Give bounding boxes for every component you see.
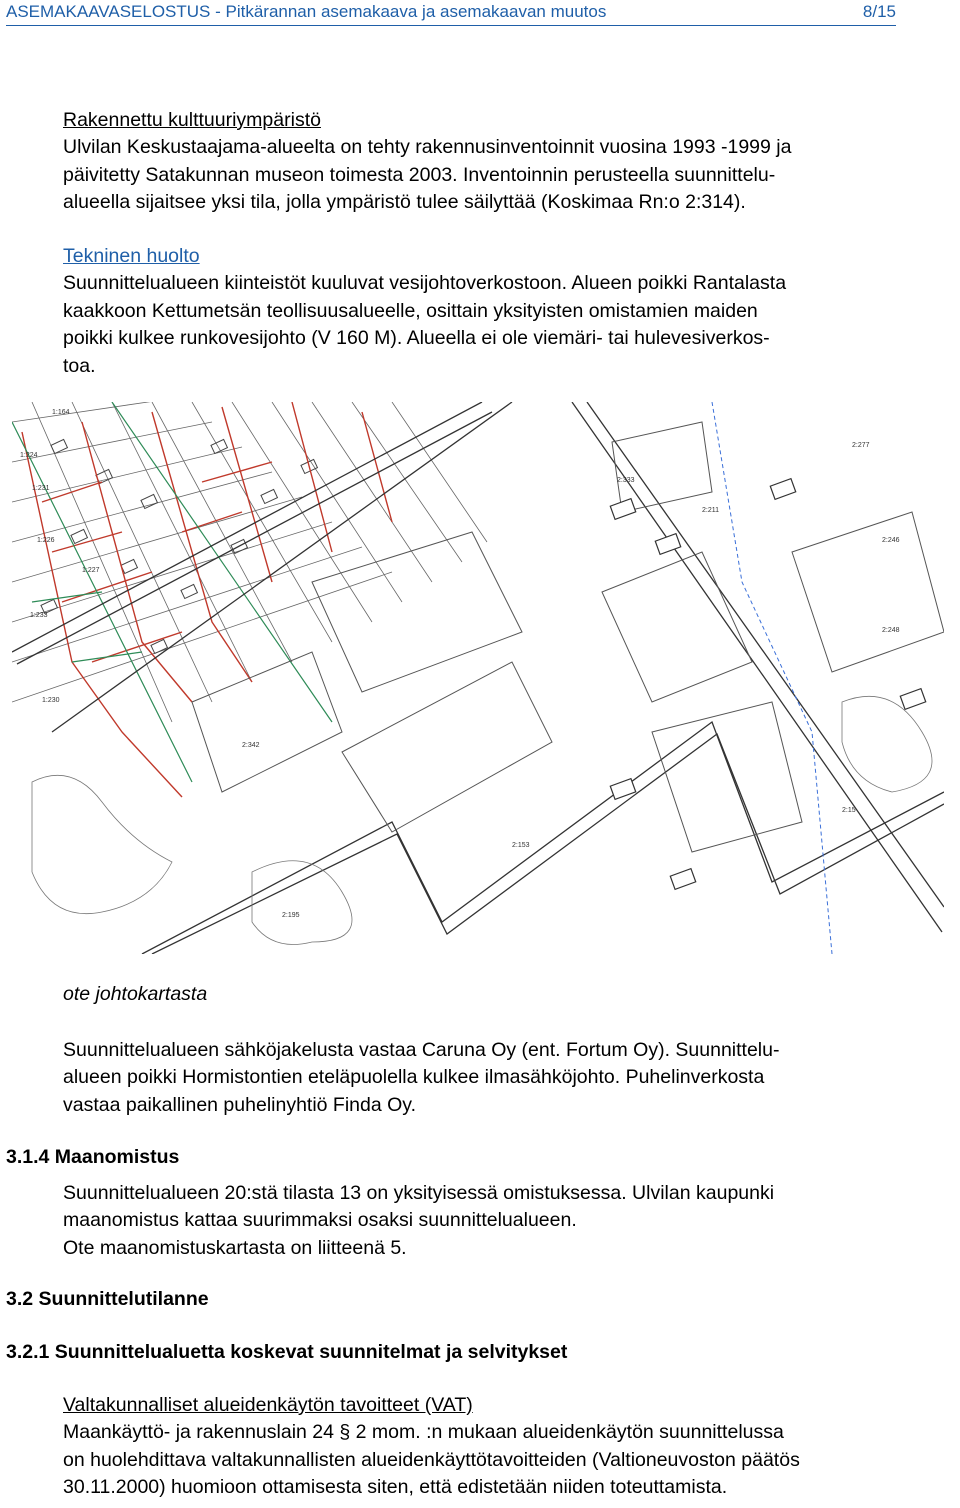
ownership-line: Suunnittelualueen 20:stä tilasta 13 on yksityisessä omistuksessa. Ulvilan kaupunki [63,1182,775,1204]
svg-text:1:231: 1:231 [32,485,50,492]
header-divider [6,25,896,26]
ownership-title: Maanomistus [54,1146,180,1168]
svg-text:1:227: 1:227 [82,567,100,574]
vat-heading: Valtakunnalliset alueidenkäytön tavoitteet (VAT) [63,1394,473,1416]
ownership-line: Ote maanomistuskartasta on liitteenä 5. [63,1236,407,1259]
ownership-section [63,1180,948,1262]
svg-text:2:15: 2:15 [842,807,856,814]
planning-heading [6,1286,209,1312]
svg-text:1:224: 1:224 [20,452,38,459]
plans-number: 3.2.1 [6,1341,50,1363]
svg-text:2:342: 2:342 [242,742,260,749]
tech-section [63,243,948,380]
ownership-heading [6,1144,179,1170]
planning-number: 3.2 [6,1288,34,1310]
svg-text:2:333: 2:333 [617,477,635,484]
svg-text:2:277: 2:277 [852,442,870,449]
power-line-text: Suunnittelualueen sähköjakelusta vastaa Caruna Oy (ent. Fortum Oy). Suunnittelu- [63,1039,780,1061]
culture-section [63,107,948,217]
ownership-line: maanomistus kattaa suurimmaksi osaksi suunnittelualueen. [63,1209,577,1232]
culture-line: Ulvilan Keskustaajama-alueelta on tehty rakennusinventoinnit vuosina 1993 -1999 ja [63,136,792,159]
tech-line: poikki kulkee runkovesijohto (V 160 M). Alueella ei ole viemäri- tai hulevesiverkos- [63,327,770,350]
tech-line: Suunnittelualueen kiinteistöt kuuluvat vesijohtoverkostoon. Alueen poikki Rantalasta [63,272,787,295]
page-number: 8/15 [862,2,896,21]
culture-line: alueella sijaitsee yksi tila, jolla ympäristö tulee säilyttää (Koskimaa Rn:o 2:314). [63,191,746,214]
ownership-number: 3.1.4 [6,1146,50,1168]
tech-line: kaakkoon Kettumetsän teollisuusalueelle, osittain yksityisten omistamien maiden [63,299,758,322]
plans-heading [6,1339,567,1365]
tech-line: toa. [63,354,96,377]
document-title: ASEMAKAAVASELOSTUS - Pitkärannan asemakaava ja asemakaavan muutos [6,2,607,21]
power-line-text: alueen poikki Hormistontien eteläpuolella kulkee ilmasähköjohto. Puhelinverkosta [63,1066,765,1089]
svg-text:1:226: 1:226 [37,537,55,544]
plans-title: Suunnittelualuetta koskevat suunnitelmat ja selvitykset [54,1341,568,1363]
page-header [0,0,960,26]
svg-text:1:230: 1:230 [42,697,60,704]
svg-text:2:153: 2:153 [512,842,530,849]
vat-line: 30.11.2000) huomioon ottamisesta siten, että edistetään niiden toteuttamista. [63,1476,728,1499]
culture-line: päivitetty Satakunnan museon toimesta 2003. Inventoinnin perusteella suunnittelu- [63,163,776,186]
vat-section [63,1392,948,1502]
svg-text:2:248: 2:248 [882,627,900,634]
planning-title: Suunnittelutilanne [38,1288,209,1310]
utility-map [12,402,944,954]
vat-line: on huolehdittava valtakunnallisten alueidenkäyttötavoitteiden (Valtioneuvoston päätös [63,1448,800,1471]
svg-text:2:211: 2:211 [702,507,719,514]
map-caption: ote johtokartasta [63,983,208,1005]
svg-text:1:233: 1:233 [30,612,48,619]
svg-text:2:195: 2:195 [282,912,300,919]
culture-heading: Rakennettu kulttuuriympäristö [63,109,321,131]
vat-line: Maankäyttö- ja rakennuslain 24 § 2 mom. :n mukaan alueidenkäytön suunnittelussa [63,1421,784,1444]
power-section [63,1037,948,1119]
svg-text:2:246: 2:246 [882,537,900,544]
svg-text:1:164: 1:164 [52,409,70,416]
tech-heading: Tekninen huolto [63,245,200,267]
power-line-text: vastaa paikallinen puhelinyhtiö Finda Oy. [63,1093,417,1116]
